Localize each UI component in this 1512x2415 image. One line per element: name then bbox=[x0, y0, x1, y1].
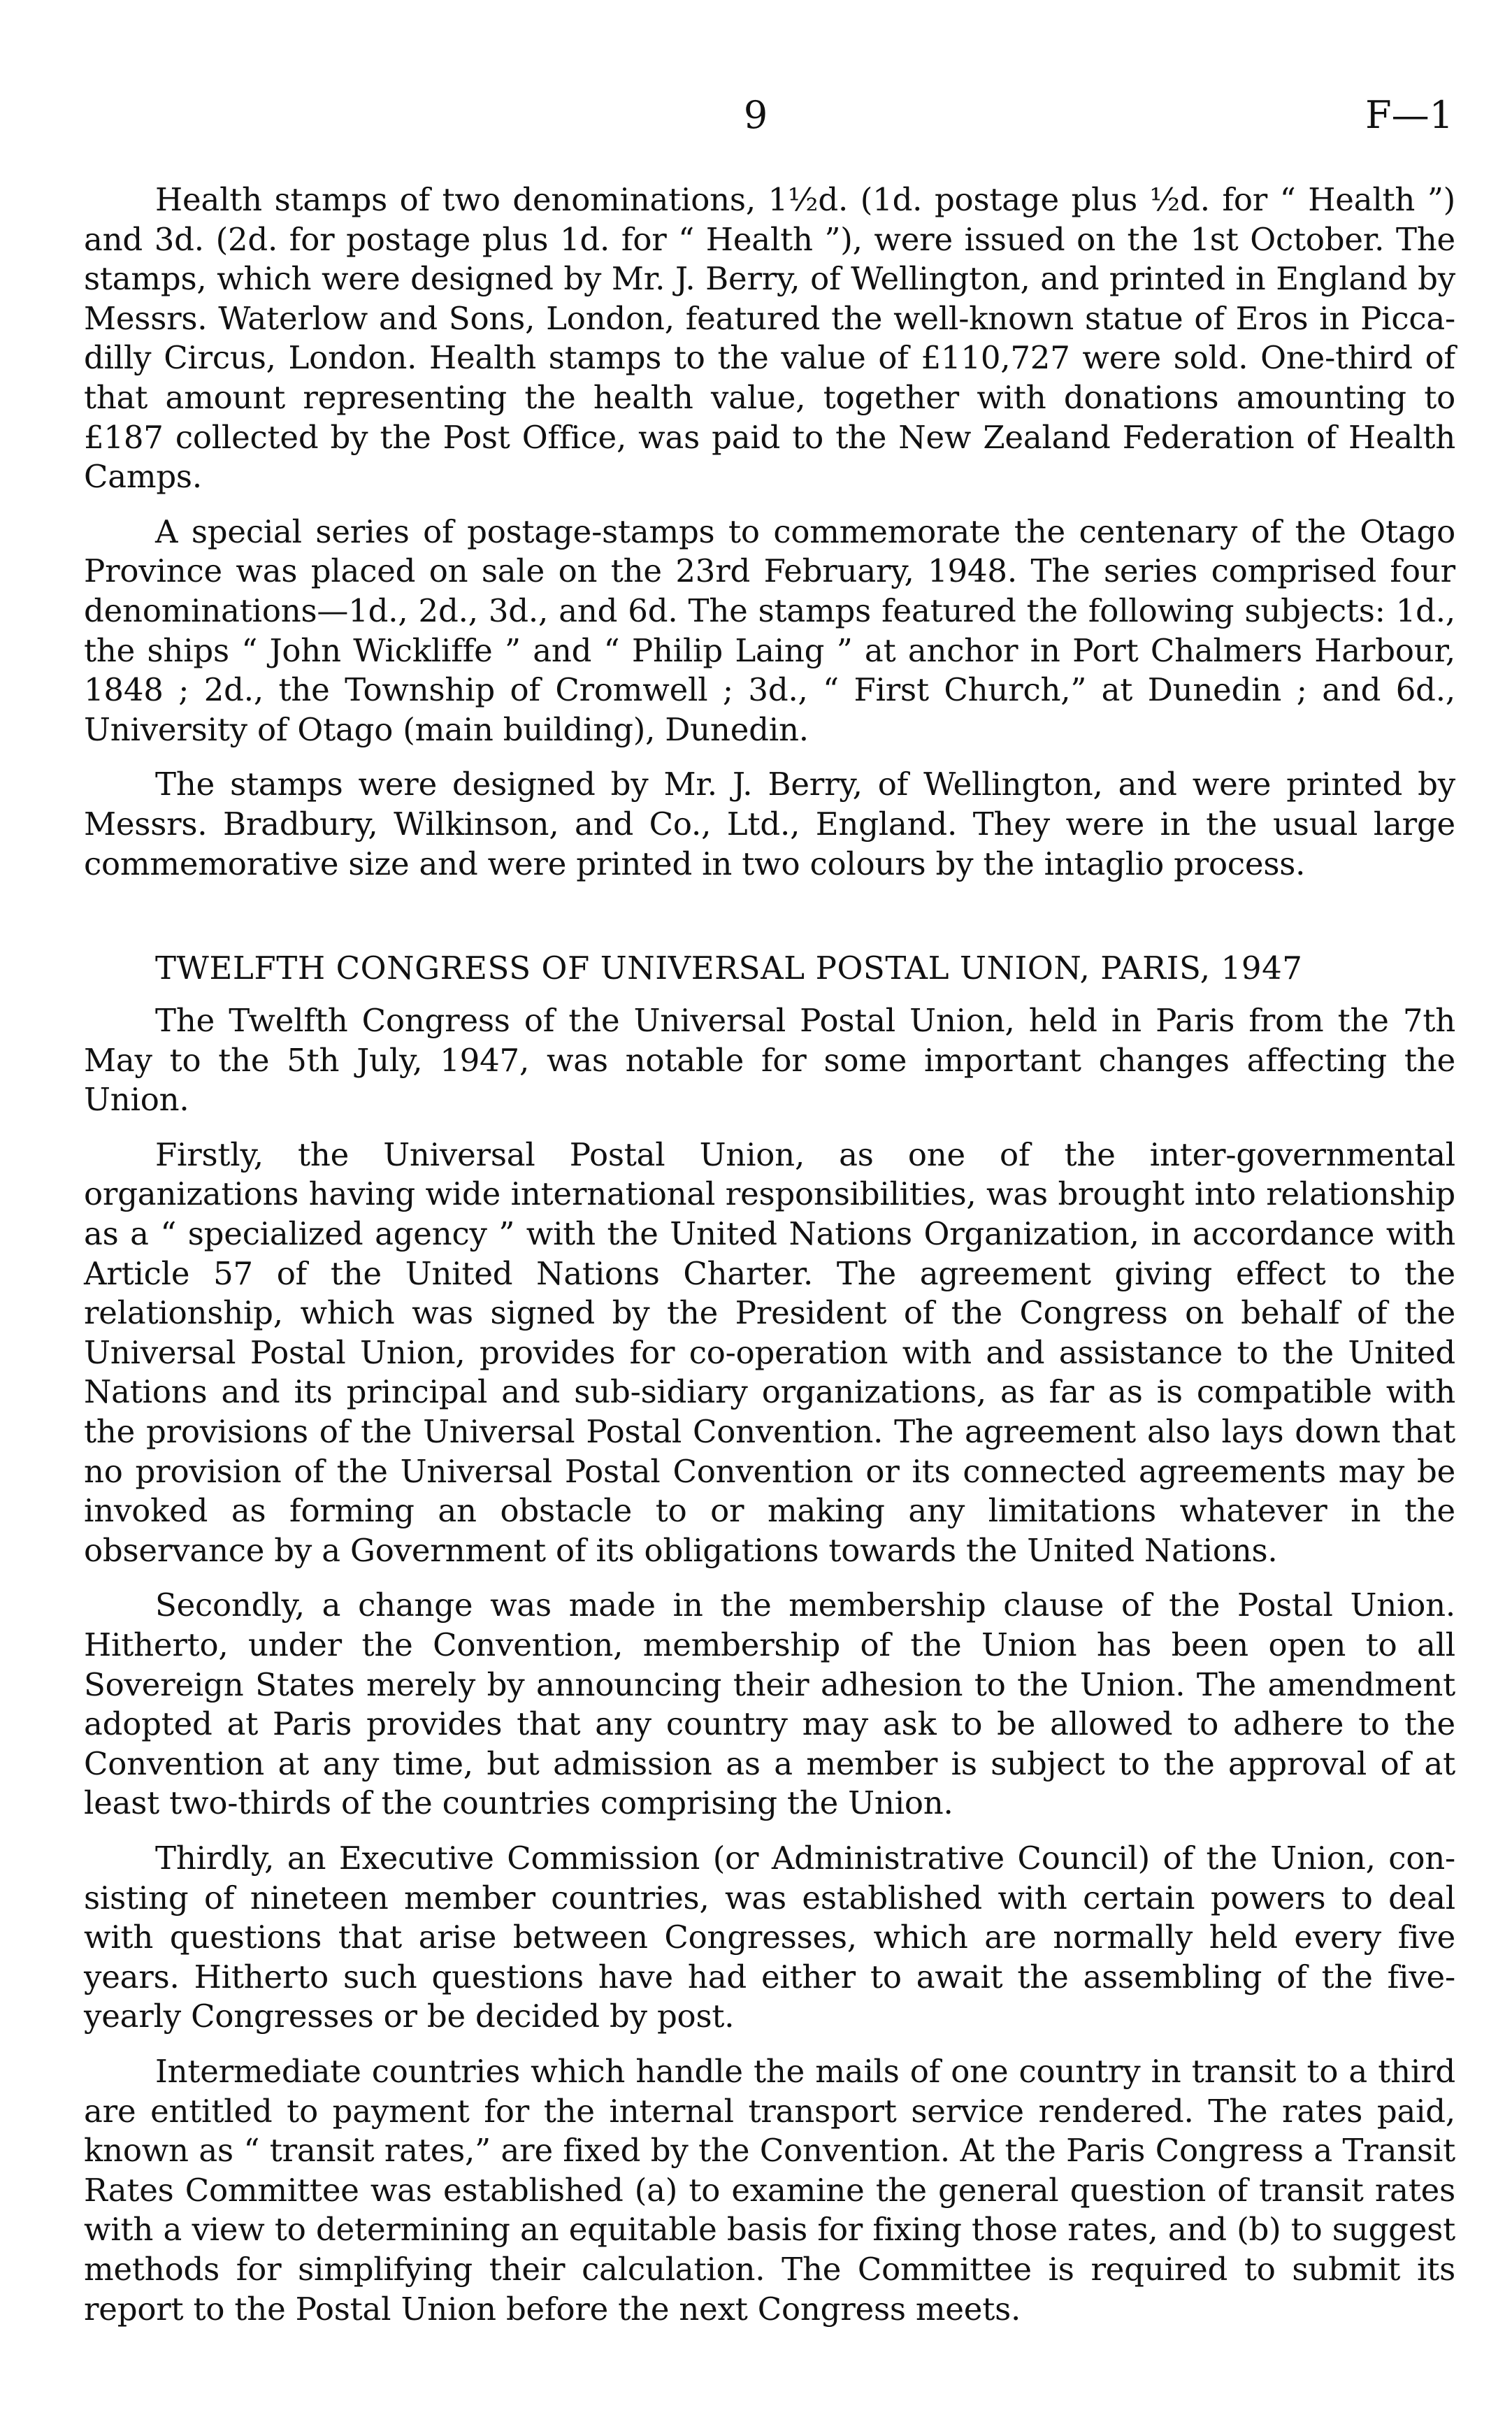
upu-section bbox=[84, 948, 1455, 2329]
paragraph: Health stamps of two denominations, 1½d. (1d. postage plus ½d. for “ Health ”) and 3d. (2d. for postage plus 1d. for “ Health ”), were issued on the 1st October. The stamps, which were designed by Mr. J. Berry, of Wellington, and printed in England by Messrs. Waterlow and Sons, London, featured the well-known statue of Eros in Picca-dilly Circus, London. Health stamps to the value of £110,727 were sold. One-third of that amount representing the health value, together with donations amounting to £187 collected by the Post Office, was paid to the New Zealand Federation of Health Camps. bbox=[84, 181, 1455, 496]
paragraph: The stamps were designed by Mr. J. Berry, of Wellington, and were printed by Messrs. Bradbury, Wilkinson, and Co., Ltd., England. They were in the usual large commemorative size and were printed in two colours by the intaglio process. bbox=[84, 766, 1455, 882]
page-header bbox=[0, 84, 1512, 147]
paragraph: A special series of postage-stamps to commemorate the centenary of the Otago Province was placed on sale on the 23rd February, 1948. The series comprised four denominations—1d., 2d., 3d., and 6d. The stamps featured the following subjects: 1d., the ships “ John Wickliffe ” and “ Philip Laing ” at anchor in Port Chalmers Harbour, 1848 ; 2d., the Township of Cromwell ; 3d., “ First Church,” at Dunedin ; and 6d., University of Otago (main building), Dunedin. bbox=[84, 513, 1455, 748]
paragraph: Thirdly, an Executive Commission (or Administrative Council) of the Union, con-sisting of nineteen member countries, was established with certain powers to deal with questions that arise between Congresses, which are normally held every five years. Hitherto such questions have had either to await the assembling of the five-yearly Congresses or be decided by post. bbox=[84, 1839, 1455, 2035]
page-number: 9 bbox=[743, 93, 768, 137]
paragraph: Intermediate countries which handle the mails of one country in transit to a third are entitled to payment for the internal transport service rendered. The rates paid, known as “ transit rates,” are fixed by the Convention. At the Paris Congress a Transit Rates Committee was established (a) to examine the general question of transit rates with a view to determining an equitable basis for fixing those rates, and (b) to suggest methods for simplifying their calculation. The Committee is required to submit its report to the Postal Union before the next Congress meets. bbox=[84, 2052, 1455, 2328]
paragraph: The Twelfth Congress of the Universal Postal Union, held in Paris from the 7th May to the 5th July, 1947, was notable for some important changes affecting the Union. bbox=[84, 1002, 1455, 1119]
page-code: F—1 bbox=[1365, 93, 1453, 137]
paragraph: Secondly, a change was made in the membership clause of the Postal Union. Hitherto, under the Convention, membership of the Union has been open to all Sovereign States merely by announcing their adhesion to the Union. The amendment adopted at Paris provides that any country may ask to be allowed to adhere to the Convention at any time, but admission as a member is subject to the approval of at least two-thirds of the countries comprising the Union. bbox=[84, 1586, 1455, 1822]
body-text bbox=[84, 180, 1455, 2329]
section-heading: TWELFTH CONGRESS OF UNIVERSAL POSTAL UNION, PARIS, 1947 bbox=[155, 949, 1303, 987]
paragraph: Firstly, the Universal Postal Union, as one of the inter-governmental organizations having wide international responsibilities, was brought into relationship as a “ specialized agency ” with the United Nations Organization, in accordance with Article 57 of the United Nations Charter. The agreement giving effect to the relationship, which was signed by the President of the Congress on behalf of the Universal Postal Union, provides for co-operation with and assistance to the United Nations and its principal and sub-sidiary organizations, as far as is compatible with the provisions of the Universal Postal Convention. The agreement also lays down that no provision of the Universal Postal Convention or its connected agreements may be invoked as forming an obstacle to or making any limitations whatever in the observance by a Government of its obligations towards the United Nations. bbox=[84, 1135, 1455, 1569]
stamps-section bbox=[84, 180, 1455, 884]
